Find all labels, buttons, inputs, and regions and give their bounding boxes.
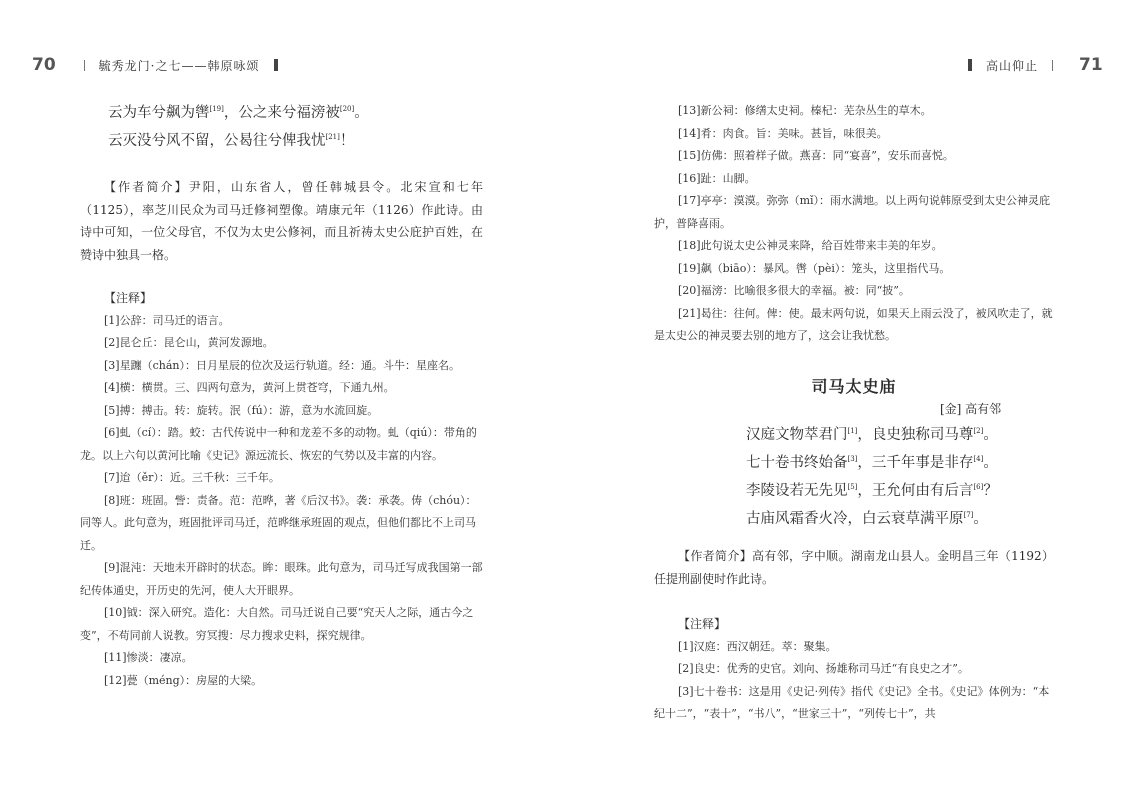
note-item: [18]此句说太史公神灵来降，给百姓带来丰美的年岁。 <box>678 239 943 252</box>
poem-ending <box>108 99 508 155</box>
note-item: [1]汉庭：西汉朝廷。萃：聚集。 <box>678 639 837 653</box>
note-item: [21]曷往：往何。俾：使。最末两句说，如果天上雨云没了，被风吹走了，就是太史公的神灵要去别的地方了，这会让我忧愁。 <box>654 306 1053 342</box>
note-item: [10]钺：深入研究。造化：大自然。司马迁说自己要“究天人之际，通古今之变”，不苟同前人说教。穷冥搜：尽力搜求史料，探究规律。 <box>80 606 474 642</box>
author-intro: 【作者简介】高有邻，字中顺。湖南龙山县人。金明昌三年（1192）任提刑副使时作此诗。 <box>654 549 1054 586</box>
note-item: [14]肴：肉食。旨：美味。甚旨，味很美。 <box>678 126 888 140</box>
poem-line: 李陵设若无先见[5]，王允何由有后言[6]？ <box>746 483 998 499</box>
note-item: [13]新公祠：修缮太史祠。榛杞：芜杂丛生的草木。 <box>678 104 932 117</box>
poem-line: 七十卷书终始备[3]，三千年事是非存[4]。 <box>746 455 998 471</box>
right-page <box>566 0 1133 799</box>
note-item: [19]飙（biāo）：暴风。辔（pèi）：笼头，这里指代马。 <box>678 261 951 275</box>
poem-line: 云灭没兮风不留，公曷往兮俾我忧[21]！ <box>108 133 355 149</box>
poem-title: 司马太史庙 <box>811 377 897 396</box>
left-page-header <box>32 52 278 78</box>
header-marker <box>274 59 278 71</box>
note-item: [16]趾：山脚。 <box>678 171 756 185</box>
running-title: 高山仰止 <box>986 58 1039 73</box>
note-item: [3]七十卷书：这是用《史记·列传》指代《史记》全书。《史记》体例为：“本纪十二”，“表十”，“书八”，“世家三十”，“列传七十”，共 <box>654 684 1050 720</box>
note-item: [2]昆仑丘：昆仑山，黄河发源地。 <box>104 336 274 349</box>
note-item: [3]星躔（chán）：日月星辰的位次及运行轨道。经：通。斗牛：星座名。 <box>104 358 460 372</box>
poem-line: 汉庭文物萃君门[1]，良史独称司马尊[2]。 <box>746 427 998 443</box>
note-item: [17]亭亭：漠漠。弥弥（mǐ）：雨水满地。以上两句说韩原受到太史公神灵庇护，普降喜雨。 <box>654 194 1051 230</box>
note-item: [6]虬（cí）：踏。蛟：古代传说中一种和龙差不多的动物。虬（qiú）：带角的龙。以上六句以黄河比喻《史记》源远流长、恢宏的气势以及丰富的内容。 <box>80 426 477 462</box>
page-number: 71 <box>1079 55 1103 75</box>
note-item: [11]惨淡：凄凉。 <box>104 651 193 664</box>
notes-heading: 【注释】 <box>678 617 727 631</box>
running-title: 毓秀龙门·之七——韩原咏颂 <box>98 58 260 73</box>
note-item: [20]福滂：比喻很多很大的幸福。被：同“披”。 <box>678 284 910 297</box>
note-item: [8]班：班固。訾：责备。范：范晔，著《后汉书》。袭：承袭。俦（chóu）：同等人。此句意为，班固批评司马迁，范晔继承班固的观点，但他们都比不上司马迁。 <box>80 493 477 552</box>
header-divider <box>84 60 85 71</box>
note-item: [2]良史：优秀的史官。刘向、扬雄称司马迁“有良史之才”。 <box>678 662 969 675</box>
left-page <box>0 0 566 799</box>
poem-body <box>746 421 1066 533</box>
page-number: 70 <box>32 55 56 75</box>
poem-line: 云为车兮飙为辔[19]，公之来兮福滂被[20]。 <box>108 105 369 121</box>
note-item: [7]迨（ěr）：近。三千秋：三千年。 <box>104 471 280 484</box>
right-page-header <box>968 52 1103 78</box>
note-item: [1]公辞：司马迁的语言。 <box>104 313 230 327</box>
note-item: [4]横：横贯。三、四两句意为，黄河上贯苍穹，下通九州。 <box>104 381 395 394</box>
note-item: [15]仿佛：照着样子做。燕喜：同“宴喜”，安乐而喜悦。 <box>678 149 954 162</box>
notes-section <box>654 613 1054 726</box>
notes-continued <box>654 100 1054 348</box>
note-item: [12]甍（méng）：房屋的大梁。 <box>104 673 263 687</box>
notes-heading: 【注释】 <box>104 291 153 305</box>
header-divider <box>1052 60 1053 71</box>
header-marker <box>968 59 972 71</box>
note-item: [5]搏：搏击。转：旋转。泯（fú）：游，意为水流回旋。 <box>104 403 379 417</box>
poem-line: 古庙风霜香火冷，白云衰草满平原[7]。 <box>746 511 988 527</box>
notes-section <box>80 287 483 692</box>
note-item: [9]混沌：天地未开辟时的状态。眸：眼珠。此句意为，司马迁写成我国第一部纪传体通史，开历史的先河，使人大开眼界。 <box>80 561 483 597</box>
author-intro: 【作者简介】尹阳，山东省人，曾任韩城县令。北宋宣和七年（1125），率芝川民众为司马迁修祠塑像。靖康元年（1126）作此诗。由诗中可知，一位父母官，不仅为太史公修祠，而且祈祷太史公庇护百姓，在赞诗中独具一格。 <box>80 180 483 262</box>
poem-author: [金] 高有邻 <box>940 402 1002 416</box>
